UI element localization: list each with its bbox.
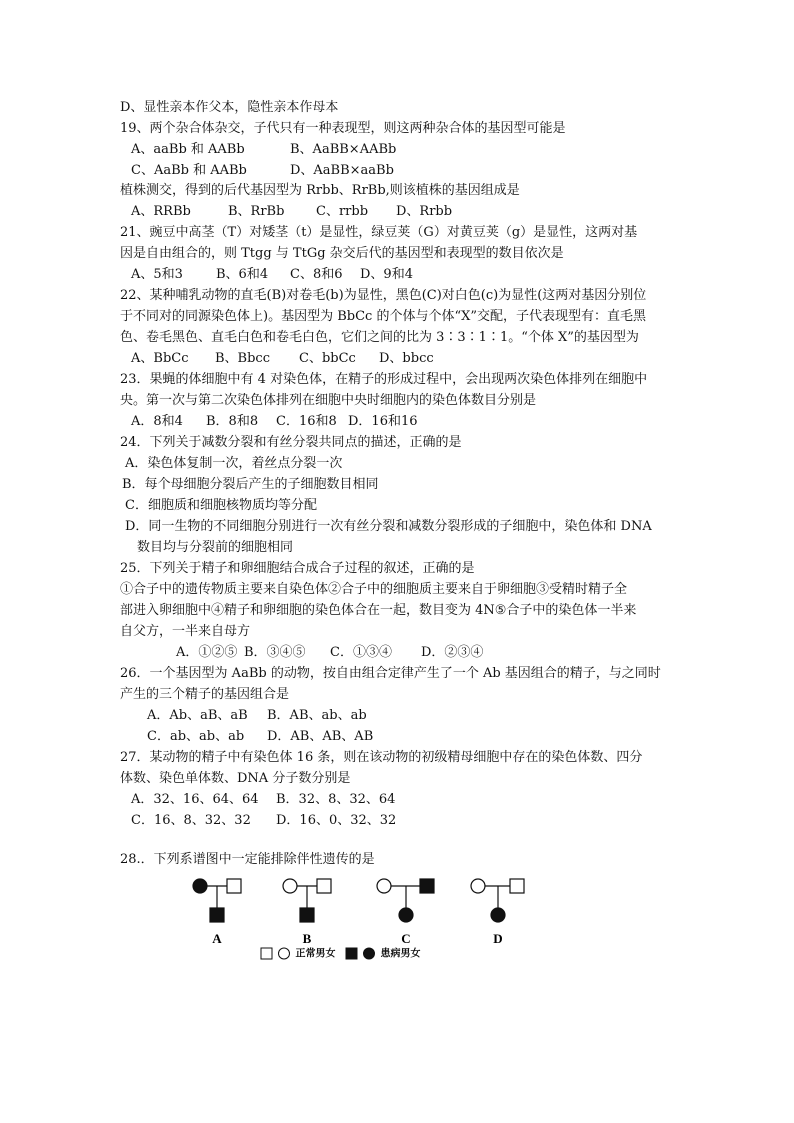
text-line: D、bbcc — [379, 351, 434, 366]
text-line: D．16、0、32、32 — [276, 813, 397, 828]
text-line: A．①②⑤ — [176, 645, 238, 660]
text-line: A、5和3 — [131, 267, 183, 282]
affected-female-icon — [491, 908, 505, 922]
text-line: 23．果蝇的体细胞中有 4 对染色体，在精子的形成过程中，会出现两次染色体排列在细胞中 — [120, 372, 648, 387]
text-line: 19、两个杂合体杂交，子代只有一种表现型，则这两种杂合体的基因型可能是 — [120, 121, 566, 136]
text-line: A．Ab、aB、aB — [147, 708, 248, 723]
text-line: 色、卷毛黑色、直毛白色和卷毛白色，它们之间的比为 3∶3∶1∶1。“个体 X”的基因型为 — [120, 330, 639, 345]
pedigree-a — [193, 879, 241, 946]
text-line: 部进入卵细胞中④精子和卵细胞的染色体合在一起，数目变为 4N⑤合子中的染色体一半来 — [120, 603, 637, 618]
normal-male-icon — [510, 879, 524, 893]
text-line: A、RRBb — [131, 204, 191, 219]
affected-female-icon — [399, 908, 413, 922]
normal-female-icon — [283, 879, 297, 893]
text-line: C．ab、ab、ab — [147, 729, 245, 744]
text-line: D、Rrbb — [396, 204, 453, 219]
normal-male-icon — [261, 948, 272, 959]
affected-male-icon — [210, 908, 224, 922]
affected-male-icon — [346, 948, 357, 959]
text-line: C．细胞质和细胞核物质均等分配 — [125, 498, 317, 513]
affected-male-icon — [300, 908, 314, 922]
text-line: D、AaBB×aaBb — [290, 163, 394, 178]
normal-male-icon — [227, 879, 241, 893]
text-line: C、8和6 — [290, 267, 343, 282]
legend-normal-icons — [260, 947, 292, 960]
normal-female-icon — [279, 948, 290, 959]
text-line: D．16和16 — [348, 414, 418, 429]
text-line: B．8和8 — [206, 414, 259, 429]
normal-female-icon — [471, 879, 485, 893]
text-line: C、AaBb 和 AABb — [131, 163, 247, 178]
pedigree-label-c: C — [401, 931, 411, 946]
text-line: 自父方，一半来自母方 — [120, 624, 251, 639]
text-line: D、9和4 — [360, 267, 413, 282]
pedigree-label-a: A — [212, 931, 222, 946]
pedigree-d — [471, 879, 524, 946]
pedigree-label-d: D — [493, 931, 503, 946]
text-line: 24．下列关于减数分裂和有丝分裂共同点的描述，正确的是 — [120, 435, 462, 450]
affected-female-icon — [193, 879, 207, 893]
legend-normal-label: 正常男女 — [295, 948, 336, 960]
text-line: A．8和4 — [131, 414, 183, 429]
text-line: C．①③④ — [330, 645, 392, 660]
text-line: C、rrbb — [316, 204, 369, 219]
text-line: A．32、16、64、64 — [131, 792, 259, 807]
text-line: 植株测交，得到的后代基因型为 Rrbb、RrBb,则该植株的基因组成是 — [120, 183, 520, 198]
text-line: D．同一生物的不同细胞分别进行一次有丝分裂和减数分裂形成的子细胞中，染色体和 DNA — [125, 519, 652, 534]
text-line: D．②③④ — [421, 645, 484, 660]
legend-affected-icons — [345, 947, 377, 960]
text-line: 产生的三个精子的基因组合是 — [120, 687, 290, 702]
affected-male-icon — [420, 879, 434, 893]
text-line: 22、某种哺乳动物的直毛(B)对卷毛(b)为显性，黑色(C)对白色(c)为显性(这两对基因分别位 — [120, 288, 647, 303]
text-line: 体数、染色单体数、DNA 分子数分别是 — [120, 771, 351, 786]
text-line: 21、豌豆中高茎（T）对矮茎（t）是显性，绿豆荚（G）对黄豆荚（g）是显性，这两对基 — [120, 225, 638, 240]
text-line: 26．一个基因型为 AaBb 的动物，按自由组合定律产生了一个 Ab 基因组合的精子，与之同时 — [120, 666, 661, 681]
text-line: 数目均与分裂前的细胞相同 — [137, 540, 294, 555]
text-line: C．16和8 — [276, 414, 337, 429]
text-line: B．每个母细胞分裂后产生的子细胞数目相同 — [122, 477, 379, 492]
affected-female-icon — [363, 948, 374, 959]
text-line: D、显性亲本作父本，隐性亲本作母本 — [120, 100, 339, 115]
pedigree-label-b: B — [302, 931, 312, 946]
text-line: 27．某动物的精子中有染色体 16 条，则在该动物的初级精母细胞中存在的染色体数、四分 — [120, 750, 643, 765]
text-line: B．③④⑤ — [244, 645, 306, 660]
text-line: 因是自由组合的，则 Ttgg 与 TtGg 杂交后代的基因型和表现型的数目依次是 — [120, 246, 564, 261]
text-line: A．染色体复制一次，着丝点分裂一次 — [125, 456, 343, 471]
text-line: 央。第一次与第二次染色体排列在细胞中央时细胞内的染色体数目分别是 — [120, 393, 537, 408]
pedigree-b — [283, 879, 331, 946]
text-line: B、AaBB×AABb — [290, 142, 397, 157]
text-line: B．32、8、32、64 — [276, 792, 396, 807]
text-line: ①合子中的遗传物质主要来自染色体②合子中的细胞质主要来自于卵细胞③受精时精子全 — [120, 582, 628, 597]
text-line: B、RrBb — [228, 204, 285, 219]
text-line: B、Bbcc — [215, 351, 270, 366]
text-line: C、bbCc — [299, 351, 356, 366]
normal-male-icon — [317, 879, 331, 893]
text-line: C．16、8、32、32 — [131, 813, 251, 828]
normal-female-icon — [377, 879, 391, 893]
text-line: A、BbCc — [131, 351, 189, 366]
pedigree-c — [377, 879, 434, 946]
text-line: B、6和4 — [216, 267, 269, 282]
text-line: 28.．下列系谱图中一定能排除伴性遗传的是 — [120, 852, 375, 867]
pedigree-legend — [260, 947, 420, 962]
text-line: A、aaBb 和 AABb — [131, 142, 245, 157]
text-line: 25．下列关于精子和卵细胞结合成合子过程的叙述，正确的是 — [120, 561, 475, 576]
text-line: D．AB、AB、AB — [267, 729, 374, 744]
text-line: B．AB、ab、ab — [267, 708, 367, 723]
legend-affected-label: 患病男女 — [380, 948, 421, 960]
text-line: 于不同对的同源染色体上)。基因型为 BbCc 的个体与个体“X”交配，子代表现型有：直毛黑 — [120, 309, 646, 324]
